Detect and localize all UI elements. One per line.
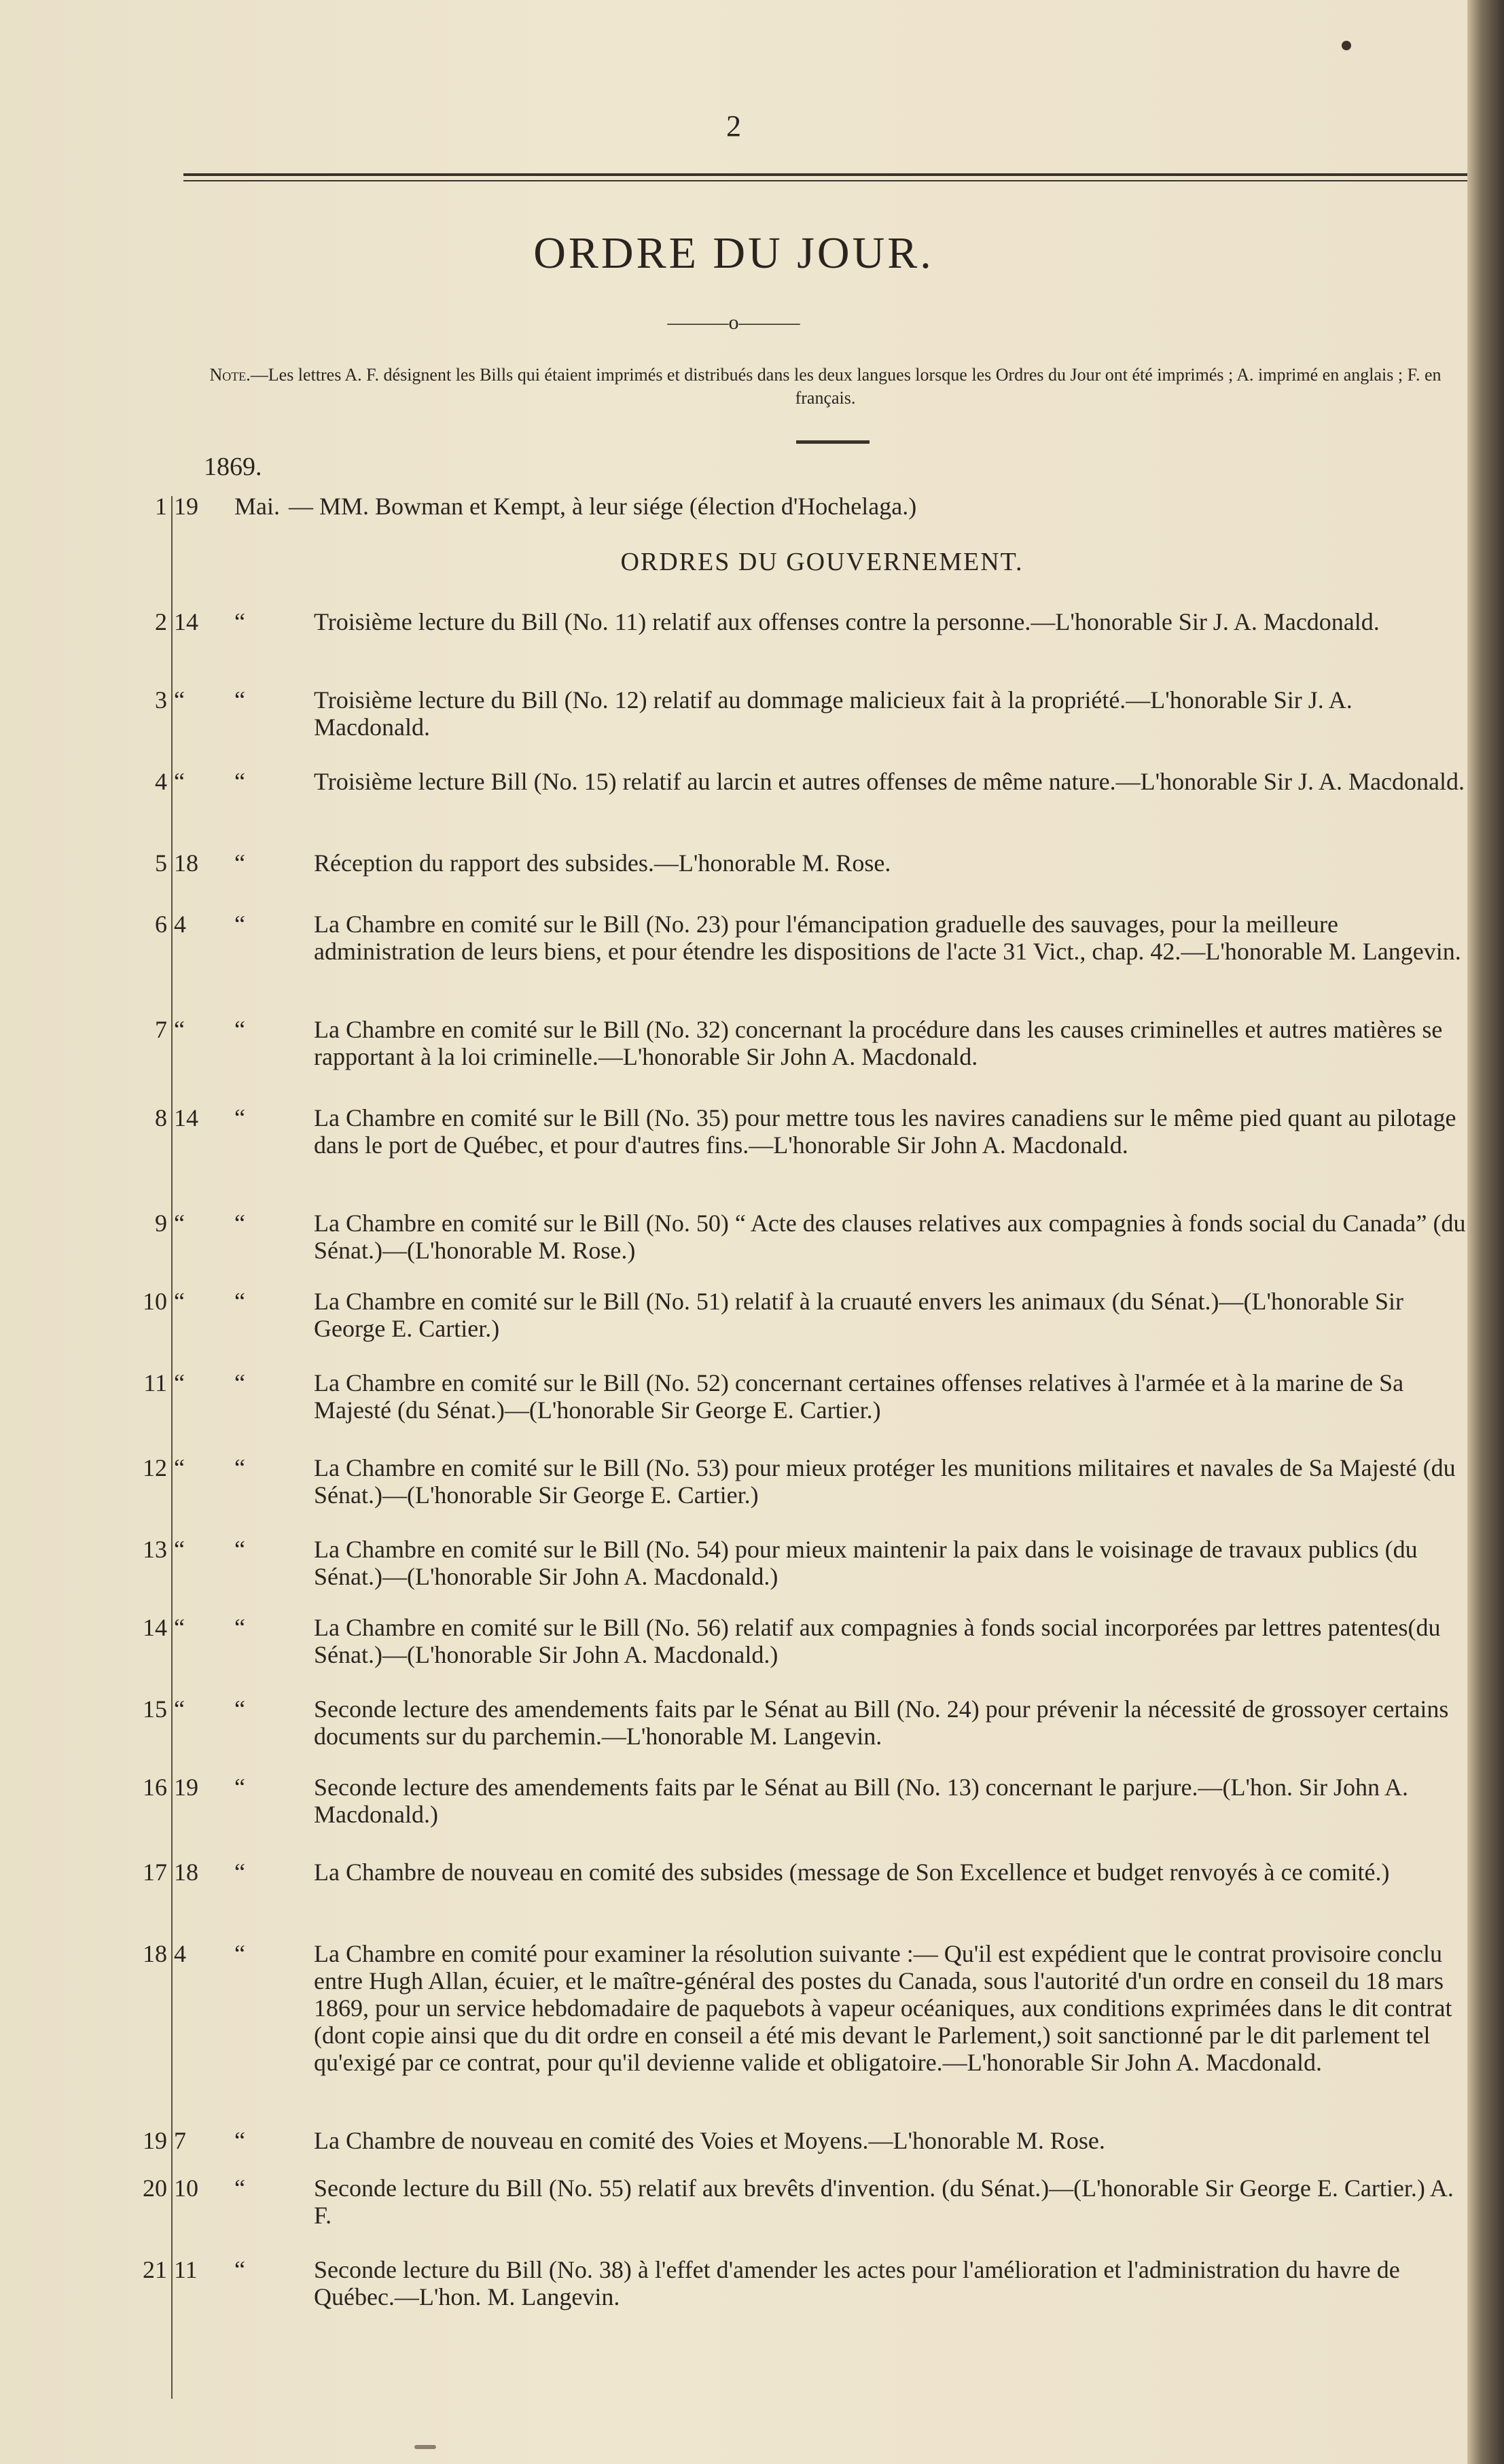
entry-date: 4 [174, 1940, 186, 1967]
page-number: 2 [726, 109, 741, 143]
entry-number: 19 [143, 2127, 167, 2154]
entry-month: “ [234, 1614, 245, 1641]
entry-number: 12 [143, 1454, 167, 1481]
note-text: —Les lettres A. F. désignent les Bills qui étaient imprimés et distribués dans les deux langues lorsque les Ordres du Jour ont été imprimés ; A. imprimé en anglais ; F. en français. [250, 365, 1442, 408]
entry-number: 2 [155, 608, 167, 635]
entry-month: “ [234, 608, 245, 635]
entry-month: “ [234, 1288, 245, 1315]
entry-month: “ [234, 1774, 245, 1801]
entry-number: 15 [143, 1695, 167, 1723]
entry-text: Troisième lecture du Bill (No. 12) relatif au dommage malicieux fait à la propriété.—L'honorable Sir J. A. Macdonald. [314, 686, 1353, 741]
entry-number: 7 [155, 1016, 167, 1043]
entry-date: 14 [174, 1104, 198, 1131]
entry-number: 18 [143, 1940, 167, 1967]
short-rule [796, 440, 870, 444]
entry-date: “ [174, 686, 185, 714]
entry-text: La Chambre en comité sur le Bill (No. 54) pour mieux maintenir la paix dans le voisinage de travaux publics (du Sénat.)—(L'honorable Sir John A. Macdonald.) [314, 1536, 1418, 1590]
entry-date: “ [174, 1454, 185, 1481]
entry-text: La Chambre en comité sur le Bill (No. 23) pour l'émancipation graduelle des sauvages, pour la meilleure administration de leurs biens, et pour étendre les dispositions de l'acte 31 Vict., chap. 42.—L'honorable M. Langevin. [314, 911, 1461, 965]
entry-text: Seconde lecture du Bill (No. 38) à l'effet d'amender les actes pour l'amélioration et l'administration du havre de Québec.—L'hon. M. Langevin. [314, 2256, 1400, 2310]
entry-date: “ [174, 1614, 185, 1641]
entry-month: “ [234, 2256, 245, 2283]
entry-number: 21 [143, 2256, 167, 2283]
entry-date: 19 [174, 1774, 198, 1801]
entry-number: 6 [155, 911, 167, 938]
entry-text: La Chambre en comité sur le Bill (No. 51) relatif à la cruauté envers les animaux (du Sénat.)—(L'honorable Sir George E. Cartier.) [314, 1288, 1403, 1342]
entry-number: 17 [143, 1859, 167, 1886]
entry-month: “ [234, 2175, 245, 2202]
entry-text: Seconde lecture des amendements faits par le Sénat au Bill (No. 24) pour prévenir la nécessité de grossoyer certains documents sur du parchemin.—L'honorable M. Langevin. [314, 1695, 1449, 1750]
entry-month: “ [234, 1369, 245, 1396]
ink-smudge [414, 2445, 436, 2449]
note-lead: Note. [209, 365, 251, 385]
ink-spot [1342, 41, 1351, 50]
entry-number: 11 [143, 1369, 167, 1396]
entry-month: “ [234, 1859, 245, 1886]
entry-month: “ [234, 2127, 245, 2154]
entry-text: La Chambre en comité sur le Bill (No. 32) concernant la procédure dans les causes criminelles et autres matières se rapportant à la loi criminelle.—L'honorable Sir John A. Macdonald. [314, 1016, 1443, 1070]
entry-date: “ [174, 1536, 185, 1563]
entry-month: Mai. [234, 493, 280, 520]
entry-date: 10 [174, 2175, 198, 2202]
entry-number: 20 [143, 2175, 167, 2202]
entry-month: “ [234, 1940, 245, 1967]
entry-text: La Chambre en comité sur le Bill (No. 53) pour mieux protéger les munitions militaires et navales de Sa Majesté (du Sénat.)—(L'honorable Sir George E. Cartier.) [314, 1454, 1456, 1509]
entry-month: “ [234, 1536, 245, 1563]
entry-number: 16 [143, 1774, 167, 1801]
entry-number: 14 [143, 1614, 167, 1641]
ornament-divider: ———o——— [667, 311, 800, 334]
entry-number: 4 [155, 768, 167, 795]
entry-date: “ [174, 1369, 185, 1396]
entry-date: 4 [174, 911, 186, 938]
entry-month: “ [234, 1695, 245, 1723]
entry-text: La Chambre en comité pour examiner la résolution suivante :— Qu'il est expédient que le contrat provisoire conclu entre Hugh Allan, écuier, et le maître-général des postes du Canada, sous l'autorité d'un ordre en conseil du 18 mars 1869, pour un service hebdomadaire de paquebots à vapeur océaniques, aux conditions exprimées dans le dit contrat (dont copie ainsi que du dit ordre en conseil a été mis devant le Parlement,) soit sanctionné par le dit parlement tel qu'exigé par ce contrat, pour qu'il devienne valide et obligatoire.—L'honorable Sir John A. Macdonald. [314, 1940, 1452, 2076]
entry-text: Seconde lecture des amendements faits par le Sénat au Bill (No. 13) concernant le parjure.—(L'hon. Sir John A. Macdonald.) [314, 1774, 1408, 1828]
entry-month: “ [234, 1104, 245, 1131]
entry-month: “ [234, 911, 245, 938]
entry-text: Troisième lecture Bill (No. 15) relatif au larcin et autres offenses de même nature.—L'honorable Sir J. A. Macdonald. [314, 768, 1465, 795]
entry-month: “ [234, 686, 245, 714]
entry-date: 7 [174, 2127, 186, 2154]
entry-month: “ [234, 768, 245, 795]
year-label: 1869. [204, 453, 262, 481]
entry-number: 13 [143, 1536, 167, 1563]
entry-text: La Chambre de nouveau en comité des Voies et Moyens.—L'honorable M. Rose. [314, 2127, 1105, 2154]
entry-number: 1 [155, 493, 167, 520]
entry-number: 8 [155, 1104, 167, 1131]
section-heading: ORDRES DU GOUVERNEMENT. [620, 548, 1024, 576]
entry-date: 19 [174, 493, 198, 520]
note-paragraph [183, 364, 1467, 410]
entry-month: “ [234, 1454, 245, 1481]
entry-number: 10 [143, 1288, 167, 1315]
entry-text: Réception du rapport des subsides.—L'honorable M. Rose. [314, 849, 891, 877]
entry-text: La Chambre en comité sur le Bill (No. 52) concernant certaines offenses relatives à l'armée et à la marine de Sa Majesté (du Sénat.)—(L'honorable Sir George E. Cartier.) [314, 1369, 1404, 1424]
double-rule [183, 173, 1467, 181]
entry-date: 14 [174, 608, 198, 635]
entry-month: “ [234, 1210, 245, 1237]
entry-text: Troisième lecture du Bill (No. 11) relatif aux offenses contre la personne.—L'honorable Sir J. A. Macdonald. [314, 608, 1380, 635]
entry-month: “ [234, 849, 245, 877]
entry-date: 18 [174, 849, 198, 877]
entry-text: La Chambre en comité sur le Bill (No. 50) “ Acte des clauses relatives aux compagnies à fonds social du Canada” (du Sénat.)—(L'honorable M. Rose.) [314, 1210, 1466, 1264]
margin-rule [171, 496, 173, 2399]
entry-date: 11 [174, 2256, 198, 2283]
entry-text: — MM. Bowman et Kempt, à leur siége (élection d'Hochelaga.) [289, 493, 917, 520]
entry-date: “ [174, 1288, 185, 1315]
entry-date: “ [174, 1016, 185, 1043]
entry-number: 5 [155, 849, 167, 877]
entry-number: 3 [155, 686, 167, 714]
entry-number: 9 [155, 1210, 167, 1237]
page-edge [1467, 0, 1504, 2464]
entry-month: “ [234, 1016, 245, 1043]
entry-text: La Chambre de nouveau en comité des subsides (message de Son Excellence et budget renvoyés à ce comité.) [314, 1859, 1390, 1886]
entry-date: “ [174, 1210, 185, 1237]
page-title: ORDRE DU JOUR. [533, 228, 934, 278]
entry-text: La Chambre en comité sur le Bill (No. 35) pour mettre tous les navires canadiens sur le même pied quant au pilotage dans le port de Québec, et pour d'autres fins.—L'honorable Sir John A. Macdonald. [314, 1104, 1456, 1159]
entry-text: La Chambre en comité sur le Bill (No. 56) relatif aux compagnies à fonds social incorporées par lettres patentes(du Sénat.)—(L'honorable Sir John A. Macdonald.) [314, 1614, 1441, 1668]
entry-date: “ [174, 1695, 185, 1723]
entry-date: “ [174, 768, 185, 795]
entry-date: 18 [174, 1859, 198, 1886]
entry-text: Seconde lecture du Bill (No. 55) relatif aux brevêts d'invention. (du Sénat.)—(L'honorable Sir George E. Cartier.) A. F. [314, 2175, 1454, 2229]
